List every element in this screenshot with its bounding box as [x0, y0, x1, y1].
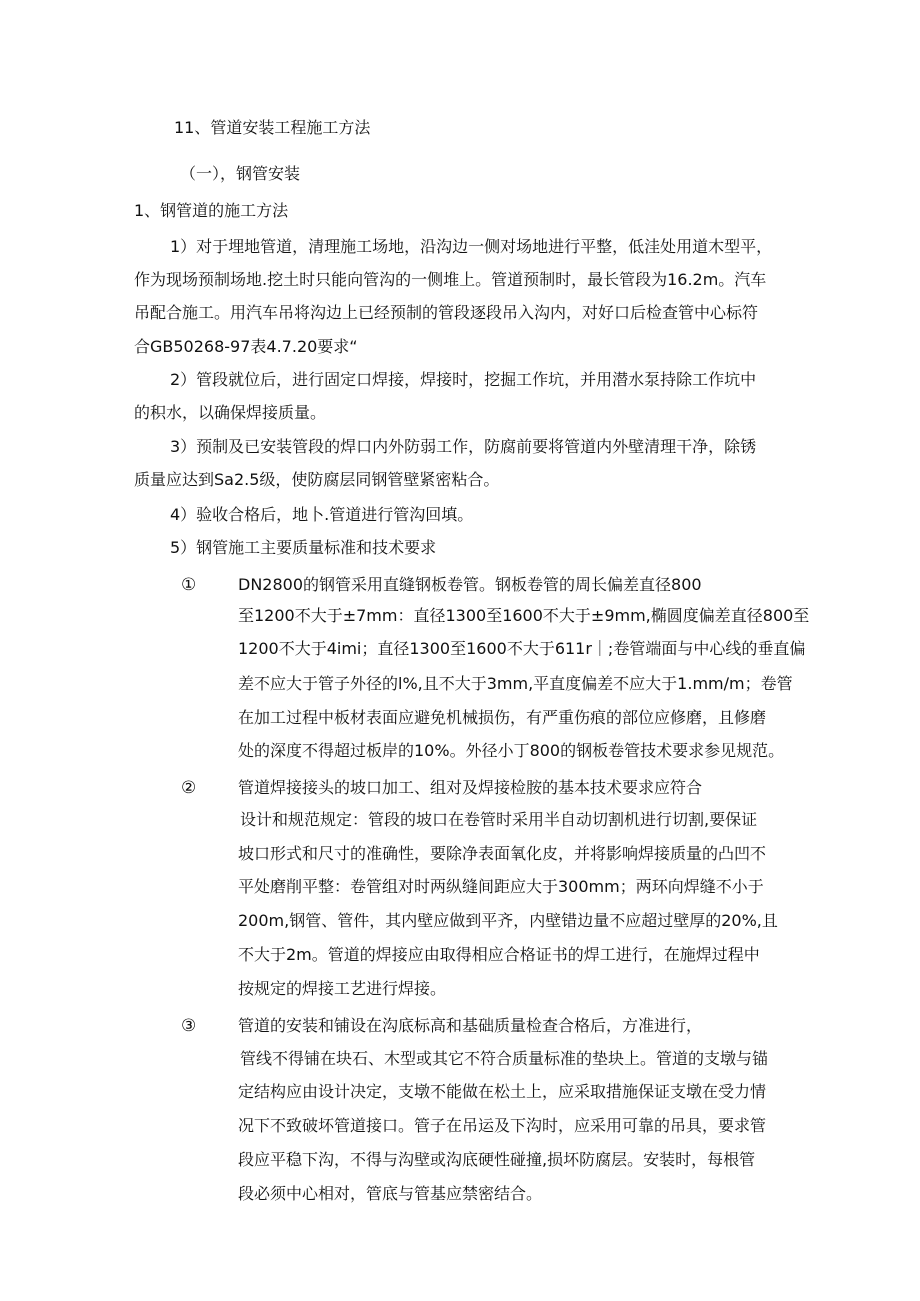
item-2-line: 设计和规范规定：管段的坡口在卷管时采用半自动切割机进行切割,要保证 — [240, 810, 758, 829]
item-2-line: 平处磨削平整：卷管组对时两纵缝间距应大于300mm；两环向焊缝不小于 — [238, 877, 764, 896]
item-1-line: DN2800的钢管采用直缝钢板卷管。钢板卷管的周长偏差直径800 — [238, 575, 702, 594]
item-1-line: 差不应大于管子外径的l%,且不大于3mm,平直度偏差不应大于1.mm∕m；卷管 — [238, 674, 793, 693]
subsection-heading: （一），钢管安装 — [180, 164, 301, 183]
item-1-line: 处的深度不得超过板岸的10%。外径小丁800的钢板卷管技术要求参见规范。 — [238, 741, 785, 760]
item-2-line: 200m,钢管、管件，其内壁应做到平齐，内壁错边量不应超过壁厚的20%,且 — [238, 911, 778, 930]
paragraph-3-line: 3）预制及已安装管段的焊口内外防弱工作，防腐前要将管道内外壁清理干净，除锈 — [170, 437, 757, 456]
paragraph-2-line: 的积水，以确保焊接质量。 — [134, 403, 327, 422]
topic-heading: 1、钢管道的施工方法 — [134, 201, 289, 220]
item-1-line: 在加工过程中板材表面应避免机械损伤，有严重伤痕的部位应修磨，且修磨 — [238, 708, 767, 727]
paragraph-2-line: 2）管段就位后，进行固定口焊接，焊接时，挖掘工作坑，并用潜水泵持除工作坑中 — [170, 370, 757, 389]
item-3-line: 段必须中心相对，管底与管基应禁密结合。 — [238, 1184, 543, 1203]
item-3-line: 管道的安装和铺设在沟底标高和基础质量检查合格后，方准进行， — [238, 1016, 703, 1035]
item-2-line: 管道焊接接头的坡口加工、组对及焊接检胺的基本技术要求应符合 — [238, 778, 703, 797]
paragraph-3-line: 质量应达到Sa2.5级，使防腐层同钢管壁紧密粘合。 — [134, 470, 500, 489]
item-3-line: 管线不得铺在块石、木型或其它不符合质量标准的垫块上。管道的支墩与锚 — [240, 1049, 769, 1068]
item-1-line: 至1200不大于±7mm：直径1300至1600不大于±9mm,椭圆度偏差直径800至 — [238, 606, 810, 625]
item-2-marker: ② — [181, 778, 197, 798]
paragraph-4: 4）验收合格后，地卜.管道进行管沟回填。 — [170, 505, 474, 524]
item-2-line: 坡口形式和尺寸的准确性，要除净表面氧化皮，并将影响焊接质量的凸凹不 — [238, 844, 767, 863]
item-3-line: 况下不致破坏管道接口。管子在吊运及下沟时，应采用可靠的吊具，要求管 — [238, 1116, 767, 1135]
item-1-marker: ① — [181, 575, 197, 595]
paragraph-1-line: 吊配合施工。用汽车吊将沟边上已经预制的管段逐段吊入沟内，对好口后检查管中心标符 — [134, 303, 759, 322]
item-2-line: 不大于2m。管道的焊接应由取得相应合格证书的焊工进行，在施焊过程中 — [238, 945, 760, 964]
paragraph-1-line: 1）对于埋地管道，清理施工场地，沿沟边一侧对场地进行平整，低洼处用道木型平， — [170, 237, 773, 256]
section-heading: 11、管道安装工程施工方法 — [174, 118, 371, 137]
item-1-line: 1200不大于4imi；直径1300至1600不大于611r｜;卷管端面与中心线的垂直偏 — [238, 639, 806, 658]
item-2-line: 按规定的焊接工艺进行焊接。 — [238, 979, 447, 998]
paragraph-1-line: 合GB50268-97表4.7.20要求“ — [134, 337, 358, 356]
paragraph-5: 5）钢管施工主要质量标准和技术要求 — [170, 538, 437, 557]
paragraph-1-line: 作为现场预制场地.挖土时只能向管沟的一侧堆上。管道预制时，最长管段为16.2m。汽车 — [134, 270, 767, 289]
item-3-line: 段应平稳下沟，不得与沟壁或沟底硬性碰撞,损坏防腐层。安装时，每根管 — [238, 1150, 756, 1169]
item-3-marker: ③ — [181, 1016, 197, 1036]
item-3-line: 定结构应由设计决定，支墩不能做在松土上，应采取措施保证支墩在受力情 — [238, 1082, 767, 1101]
